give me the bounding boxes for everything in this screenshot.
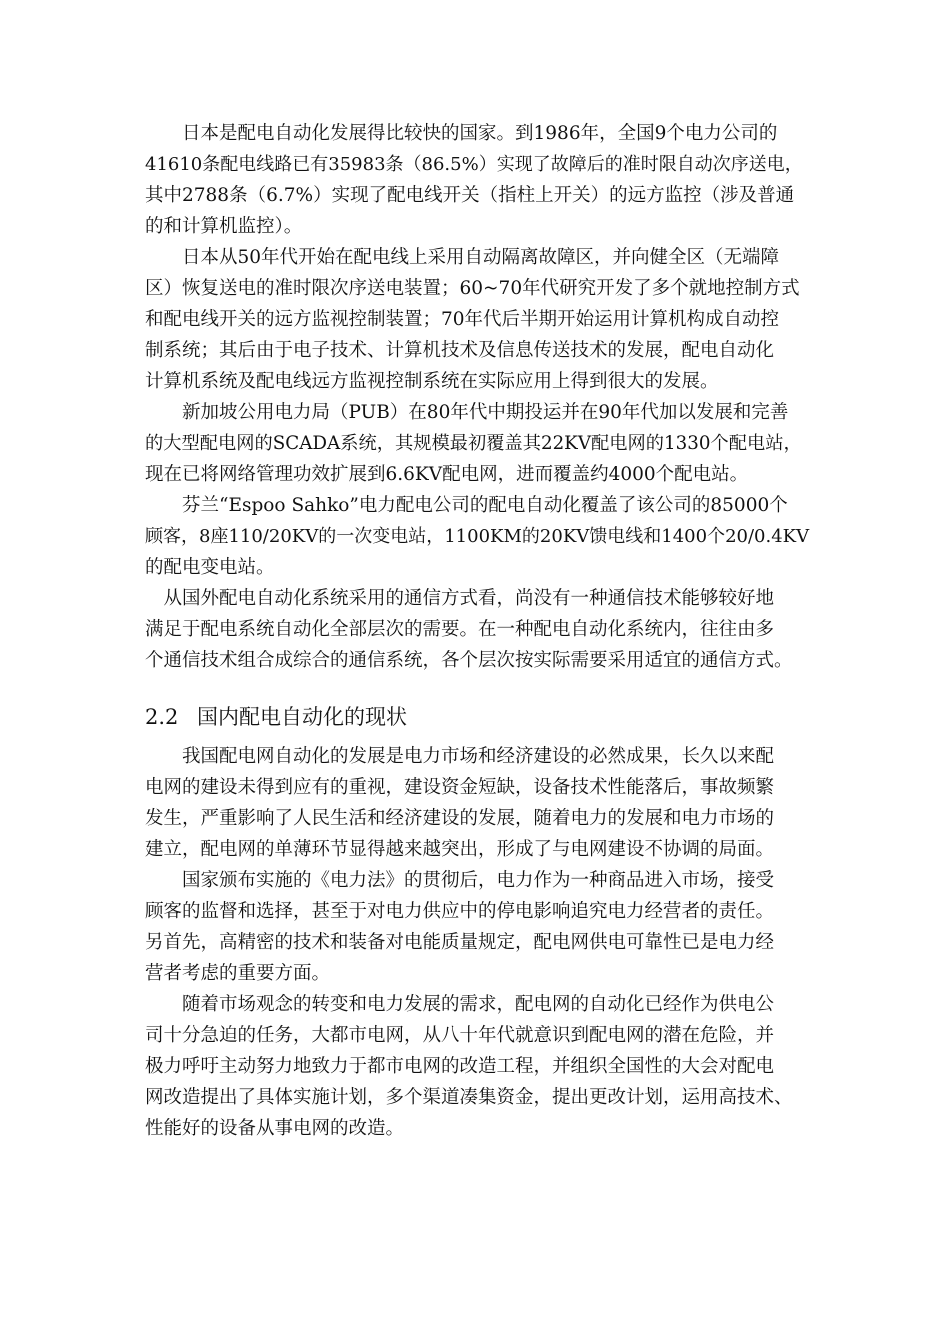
paragraph-line: 顾客的监督和选择，甚至于对电力供应中的停电影响追究电力经营者的责任。: [145, 901, 775, 922]
section-heading: [145, 701, 407, 733]
paragraph-line: 发生，严重影响了人民生活和经济建设的发展，随着电力的发展和电力市场的: [145, 808, 775, 829]
paragraph-line: 和配电线开关的远方监视控制装置；70年代后半期开始运用计算机构成自动控: [145, 309, 780, 330]
paragraph-line: 另首先，高精密的技术和装备对电能质量规定，配电网供电可靠性已是电力经: [145, 932, 775, 953]
paragraph-line: 新加坡公用电力局（PUB）在80年代中期投运并在90年代加以发展和完善: [145, 402, 789, 423]
paragraph: [145, 989, 810, 1144]
paragraph: [145, 490, 810, 583]
paragraph-line: 电网的建设未得到应有的重视，建设资金短缺，设备技术性能落后，事故频繁: [145, 777, 775, 798]
paragraph-line: 性能好的设备从事电网的改造。: [145, 1118, 405, 1139]
paragraph-line: 司十分急迫的任务，大都市电网，从八十年代就意识到配电网的潜在危险，并: [145, 1025, 775, 1046]
paragraph: [145, 242, 810, 397]
paragraph-line: 芬兰“Espoo Sahko”电力配电公司的配电自动化覆盖了该公司的85000个: [145, 495, 788, 516]
paragraph-line: 随着市场观念的转变和电力发展的需求，配电网的自动化已经作为供电公: [145, 994, 775, 1015]
paragraph-line: 从国外配电自动化系统采用的通信方式看，尚没有一种通信技术能够较好地: [145, 588, 775, 609]
paragraph-line: 我国配电网自动化的发展是电力市场和经济建设的必然成果，长久以来配: [145, 746, 775, 767]
paragraph: [145, 118, 810, 242]
paragraph-line: 顾客，8座110/20KV的一次变电站，1100KM的20KV馈电线和1400个20/0.4KV: [145, 526, 810, 547]
paragraph-line: 区）恢复送电的准时限次序送电装置；60~70年代研究开发了多个就地控制方式: [145, 278, 800, 299]
paragraph: [145, 397, 810, 490]
paragraph-line: 营者考虑的重要方面。: [145, 963, 331, 984]
paragraph-line: 其中2788条（6.7%）实现了配电线开关（指柱上开关）的远方监控（涉及普通: [145, 185, 795, 206]
paragraph-line: 计算机系统及配电线远方监视控制系统在实际应用上得到很大的发展。: [145, 371, 719, 392]
paragraph-line: 建立，配电网的单薄环节显得越来越突出，形成了与电网建设不协调的局面。: [145, 839, 775, 860]
paragraph: [145, 583, 810, 676]
paragraph-line: 的配电变电站。: [145, 557, 275, 578]
section-title: 国内配电自动化的现状: [197, 705, 407, 729]
paragraph-line: 日本是配电自动化发展得比较快的国家。到1986年，全国9个电力公司的: [145, 123, 778, 144]
paragraph-line: 41610条配电线路已有35983条（86.5%）实现了故障后的准时限自动次序送电，: [145, 154, 803, 175]
paragraphs-before-section: [145, 118, 810, 676]
paragraph: [145, 741, 810, 865]
section-number: 2.2: [145, 705, 179, 729]
paragraph-line: 极力呼吁主动努力地致力于都市电网的改造工程，并组织全国性的大会对配电: [145, 1056, 775, 1077]
paragraph: [145, 865, 810, 989]
paragraph-line: 日本从50年代开始在配电线上采用自动隔离故障区，并向健全区（无端障: [145, 247, 780, 268]
paragraph-line: 制系统；其后由于电子技术、计算机技术及信息传送技术的发展，配电自动化: [145, 340, 775, 361]
paragraph-line: 的和计算机监控）。: [145, 216, 303, 237]
paragraph-line: 网改造提出了具体实施计划，多个渠道凑集资金，提出更改计划，运用高技术、: [145, 1087, 793, 1108]
paragraph-line: 国家颁布实施的《电力法》的贯彻后，电力作为一种商品进入市场，接受: [145, 870, 775, 891]
paragraph-line: 现在已将网络管理功效扩展到6.6KV配电网，进而覆盖约4000个配电站。: [145, 464, 749, 485]
paragraph-line: 的大型配电网的SCADA系统，其规模最初覆盖其22KV配电网的1330个配电站，: [145, 433, 802, 454]
paragraph-line: 满足于配电系统自动化全部层次的需要。在一种配电自动化系统内，往往由多: [145, 619, 775, 640]
paragraphs-after-section: [145, 741, 810, 1144]
paragraph-line: 个通信技术组合成综合的通信系统，各个层次按实际需要采用适宜的通信方式。: [145, 650, 793, 671]
